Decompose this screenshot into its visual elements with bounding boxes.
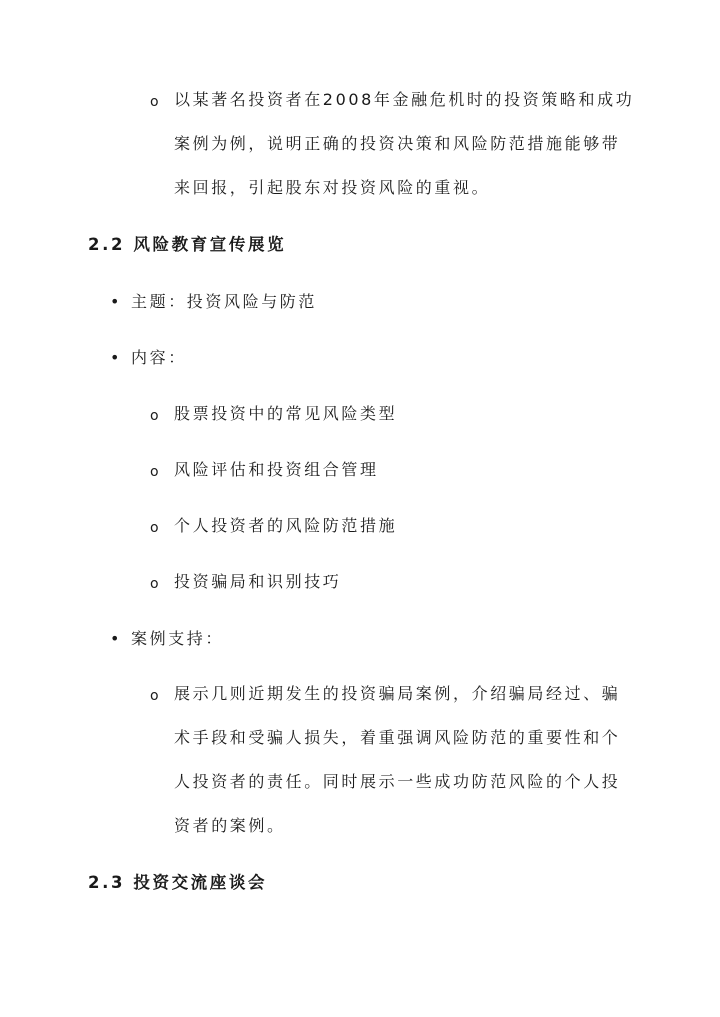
paragraph-line: 术手段和受骗人损失，着重强调风险防范的重要性和个: [174, 728, 621, 747]
paragraph-line: 案例为例，说明正确的投资决策和风险防范措施能够带: [174, 134, 621, 153]
sub-bullet-marker: o: [150, 408, 159, 424]
case-label: 案例支持：: [131, 629, 225, 648]
sub-bullet-marker: o: [150, 688, 159, 704]
theme-line: 主题：投资风险与防范: [131, 292, 318, 311]
content-item: 个人投资者的风险防范措施: [174, 516, 398, 535]
content-item: 风险评估和投资组合管理: [174, 460, 379, 479]
sub-bullet-marker: o: [150, 520, 159, 536]
content-item: 投资骗局和识别技巧: [174, 572, 342, 591]
bullet-marker: •: [110, 292, 120, 311]
sub-bullet-marker: o: [150, 94, 159, 110]
paragraph-line: 以某著名投资者在2008年金融危机时的投资策略和成功: [174, 90, 635, 109]
bullet-marker: •: [110, 348, 120, 367]
paragraph-line: 来回报，引起股东对投资风险的重视。: [174, 178, 491, 197]
content-item: 股票投资中的常见风险类型: [174, 404, 398, 423]
section-heading-2-2: 2.2 风险教育宣传展览: [88, 235, 287, 254]
sub-bullet-marker: o: [150, 576, 159, 592]
content-label: 内容：: [131, 348, 187, 367]
paragraph-line: 人投资者的责任。同时展示一些成功防范风险的个人投: [174, 772, 621, 791]
sub-bullet-marker: o: [150, 464, 159, 480]
section-heading-2-3: 2.3 投资交流座谈会: [88, 873, 268, 892]
paragraph-line: 展示几则近期发生的投资骗局案例，介绍骗局经过、骗: [174, 684, 621, 703]
bullet-marker: •: [110, 629, 120, 648]
paragraph-line: 资者的案例。: [174, 816, 286, 835]
